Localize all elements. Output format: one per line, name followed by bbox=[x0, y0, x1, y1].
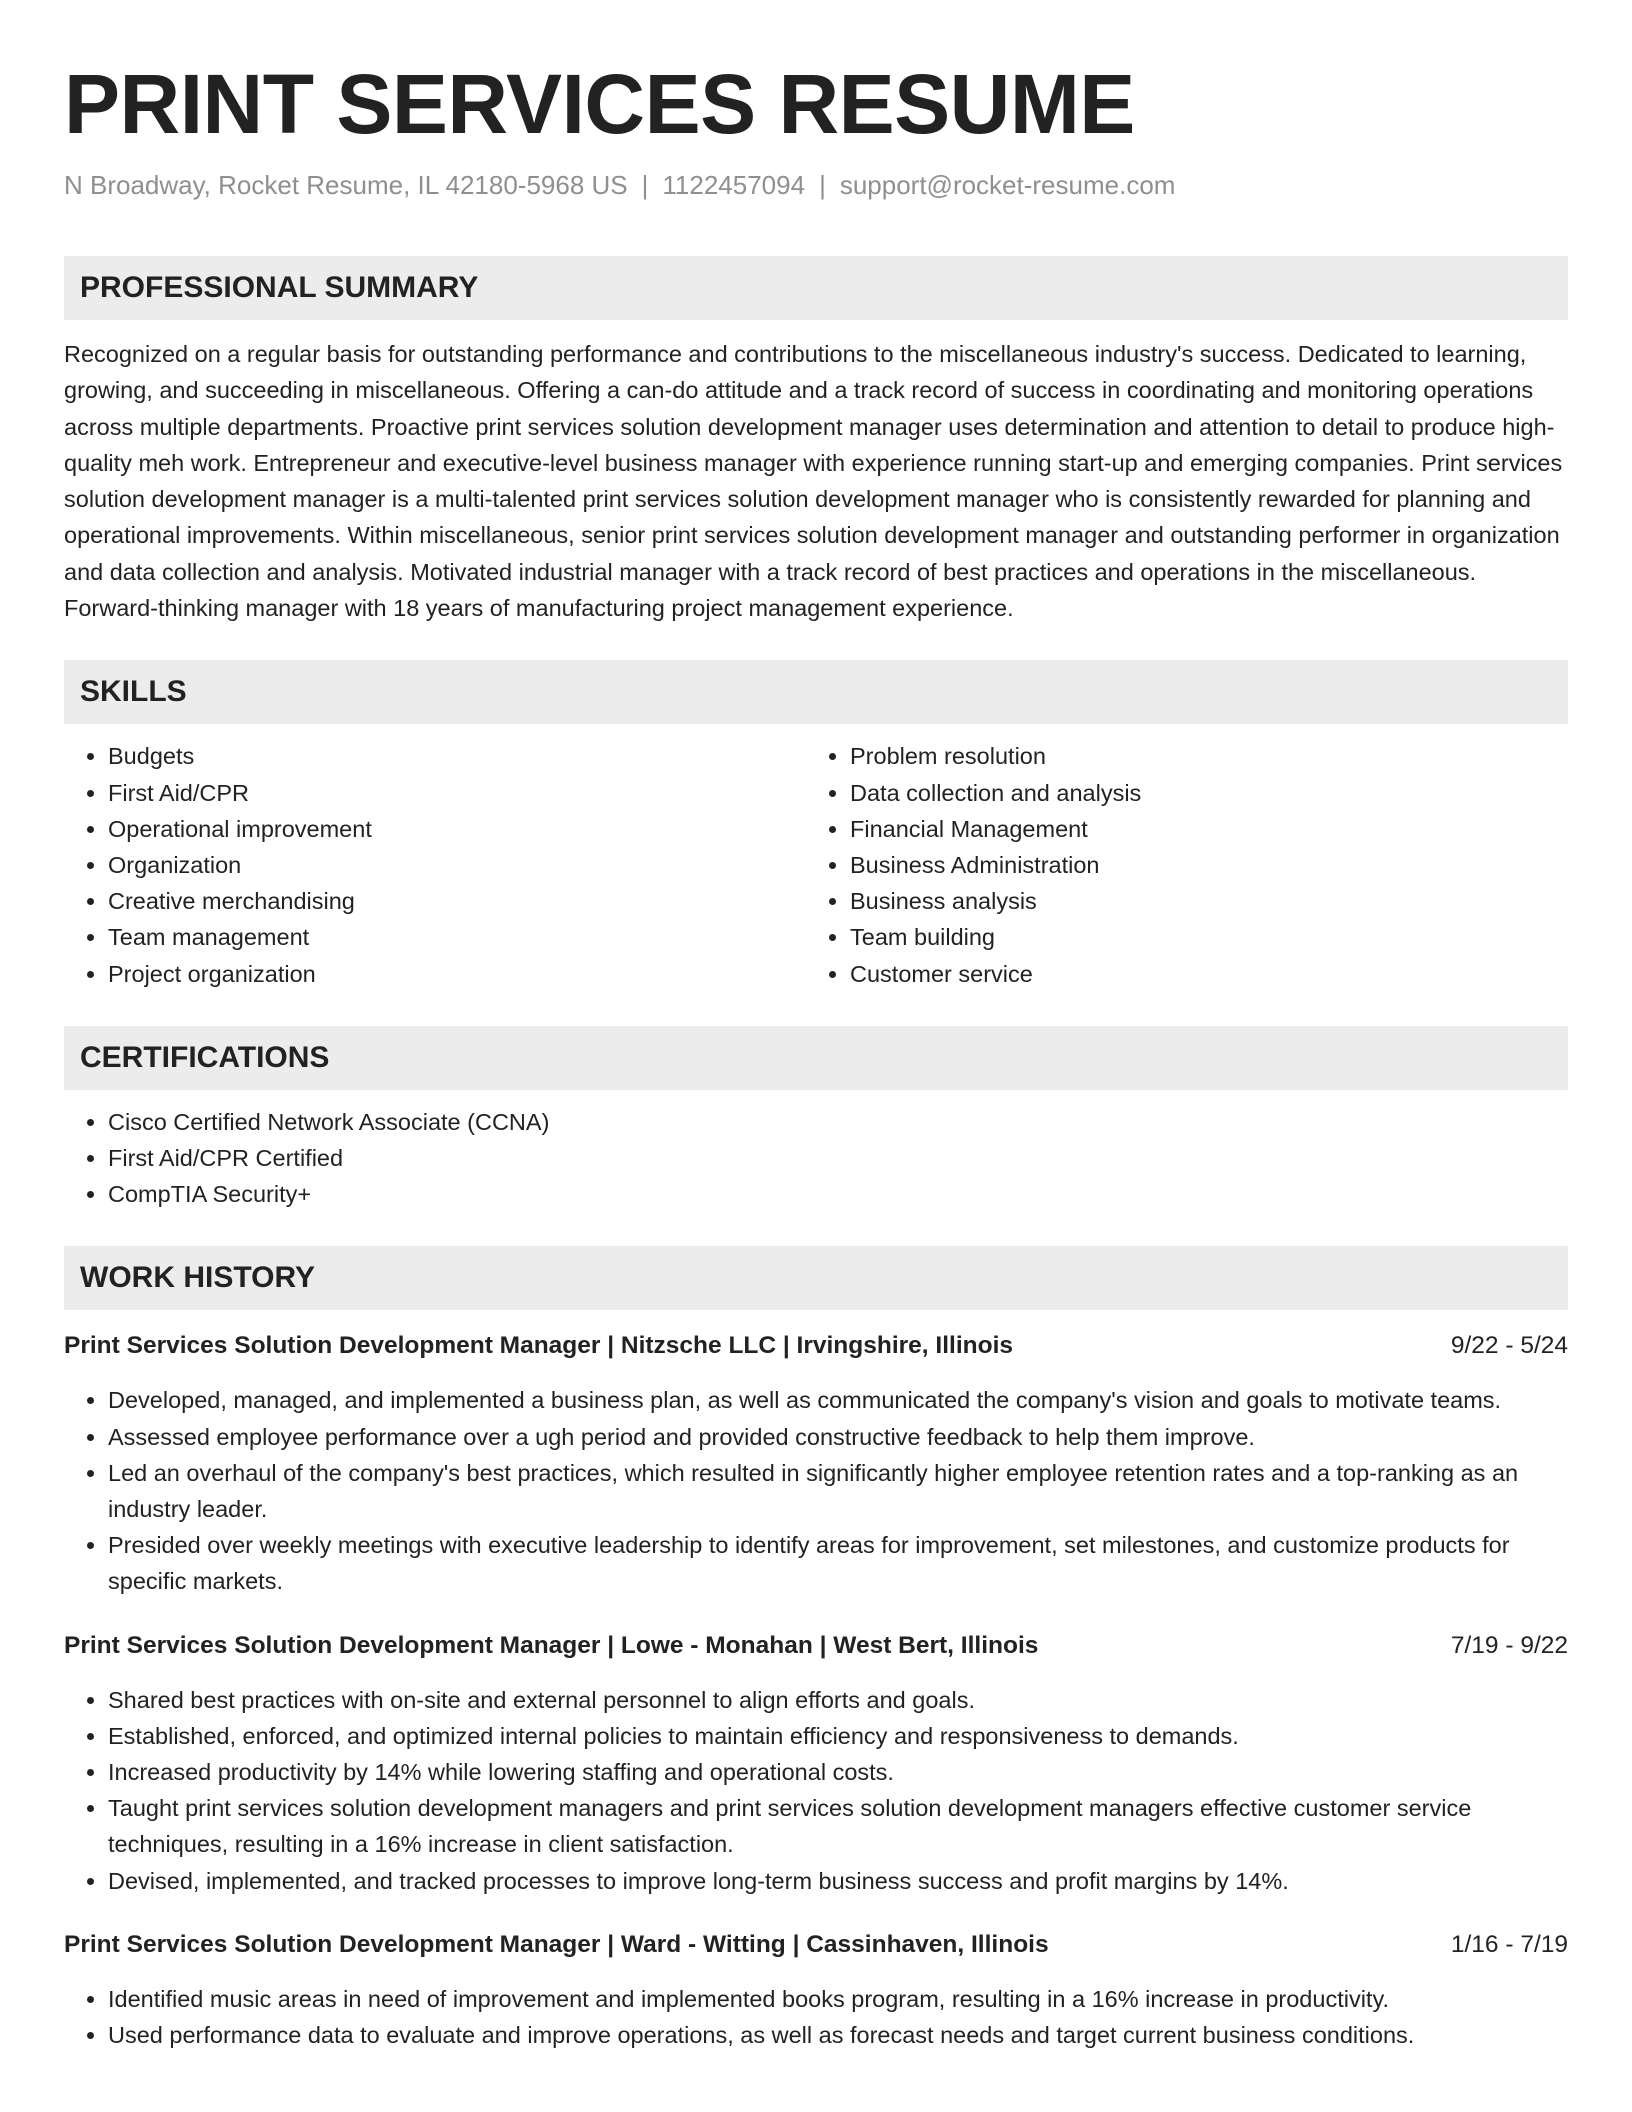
job-bullet: • Identified music areas in need of improvement and implemented books program, resulting in a 16% increase in productivity. bbox=[108, 1981, 1568, 2017]
section-header-summary: PROFESSIONAL SUMMARY bbox=[64, 256, 1568, 320]
contact-separator: | bbox=[641, 170, 649, 200]
job-dates: 9/22 - 5/24 bbox=[1450, 1332, 1568, 1360]
section-header-work-history: WORK HISTORY bbox=[64, 1246, 1568, 1310]
skill-item: • Business analysis bbox=[850, 883, 1548, 919]
job-bullet: • Shared best practices with on-site and external personnel to align efforts and goals. bbox=[108, 1682, 1568, 1718]
skill-item: • Team management bbox=[108, 919, 806, 955]
skill-item: • Operational improvement bbox=[108, 811, 806, 847]
job-title: Print Services Solution Development Manager | Nitzsche LLC | Irvingshire, Illinois bbox=[64, 1332, 1014, 1360]
skill-item: • Problem resolution bbox=[850, 738, 1548, 774]
job-title: Print Services Solution Development Manager | Lowe - Monahan | West Bert, Illinois bbox=[64, 1631, 1039, 1659]
skills-column-right bbox=[806, 738, 1548, 991]
certification-item: • First Aid/CPR Certified bbox=[108, 1140, 1568, 1176]
skills-column-left bbox=[64, 738, 806, 991]
job-header bbox=[64, 1328, 1568, 1364]
skills-list bbox=[64, 738, 1568, 991]
job-bullet: • Established, enforced, and optimized internal policies to maintain efficiency and responsiveness to demands. bbox=[108, 1718, 1568, 1754]
certifications-list bbox=[64, 1104, 1568, 1213]
job-bullets bbox=[64, 1382, 1568, 1599]
skill-item: • Project organization bbox=[108, 956, 806, 992]
skill-item: • Creative merchandising bbox=[108, 883, 806, 919]
job-bullet: • Taught print services solution development managers and print services solution development managers effective customer service techniques, resulting in a 16% increase in client satisfaction. bbox=[108, 1790, 1568, 1862]
certification-item: • Cisco Certified Network Associate (CCNA) bbox=[108, 1104, 1568, 1140]
skill-item: • Financial Management bbox=[850, 811, 1548, 847]
job-entry bbox=[64, 1927, 1568, 2053]
job-bullet: • Increased productivity by 14% while lowering staffing and operational costs. bbox=[108, 1754, 1568, 1790]
certification-item: • CompTIA Security+ bbox=[108, 1176, 1568, 1212]
contact-phone: 1122457094 bbox=[662, 170, 806, 200]
summary-text: Recognized on a regular basis for outstanding performance and contributions to the miscellaneous industry's success. Dedicated to learning, growing, and succeeding in miscellaneous. Offering a can-do attitude and a track record of success in coordinating and monitoring operations across multiple departments. Proactive print services solution development manager uses determination and attention to detail to produce high-quality meh work. Entrepreneur and executive-level business manager with experience running start-up and emerging companies. Print services solution development manager is a multi-talented print services solution development manager who is consistently rewarded for planning and operational improvements. Within miscellaneous, senior print services solution development manager and outstanding performer in organization and data collection and analysis. Motivated industrial manager with a track record of best practices and operations in the miscellaneous. Forward-thinking manager with 18 years of manufacturing project management experience. bbox=[64, 341, 1563, 622]
job-bullet: • Assessed employee performance over a ugh period and provided constructive feedback to help them improve. bbox=[108, 1419, 1568, 1455]
skill-item: • First Aid/CPR bbox=[108, 775, 806, 811]
job-header bbox=[64, 1628, 1568, 1664]
job-dates: 1/16 - 7/19 bbox=[1450, 1930, 1568, 1958]
job-header bbox=[64, 1927, 1568, 1963]
job-bullet: • Devised, implemented, and tracked processes to improve long-term business success and profit margins by 14%. bbox=[108, 1863, 1568, 1899]
contact-line bbox=[64, 168, 1568, 202]
section-header-certifications: CERTIFICATIONS bbox=[64, 1026, 1568, 1090]
skill-item: • Customer service bbox=[850, 956, 1548, 992]
job-bullet: • Led an overhaul of the company's best practices, which resulted in significantly higher employee retention rates and a top-ranking as an industry leader. bbox=[108, 1455, 1568, 1527]
resume-page bbox=[64, 56, 1568, 2053]
job-dates: 7/19 - 9/22 bbox=[1450, 1631, 1568, 1659]
skill-item: • Data collection and analysis bbox=[850, 775, 1548, 811]
job-bullet: • Used performance data to evaluate and improve operations, as well as forecast needs and target current business conditions. bbox=[108, 2017, 1568, 2053]
job-title: Print Services Solution Development Manager | Ward - Witting | Cassinhaven, Illinois bbox=[64, 1930, 1049, 1958]
skill-item: • Organization bbox=[108, 847, 806, 883]
skill-item: • Budgets bbox=[108, 738, 806, 774]
contact-separator: | bbox=[819, 170, 826, 200]
contact-email: support@rocket-resume.com bbox=[839, 170, 1176, 200]
job-entry bbox=[64, 1328, 1568, 1599]
skill-item: • Business Administration bbox=[850, 847, 1548, 883]
job-entry bbox=[64, 1628, 1568, 1899]
job-bullet: • Developed, managed, and implemented a business plan, as well as communicated the company's vision and goals to motivate teams. bbox=[108, 1382, 1568, 1418]
skill-item: • Team building bbox=[850, 919, 1548, 955]
section-header-skills: SKILLS bbox=[64, 660, 1568, 724]
job-bullets bbox=[64, 1981, 1568, 2053]
resume-title: PRINT SERVICES RESUME bbox=[64, 57, 1135, 151]
job-bullet: • Presided over weekly meetings with executive leadership to identify areas for improvement, set milestones, and customize products for specific markets. bbox=[108, 1527, 1568, 1599]
contact-address: N Broadway, Rocket Resume, IL 42180-5968 US bbox=[64, 170, 628, 200]
job-bullets bbox=[64, 1682, 1568, 1899]
